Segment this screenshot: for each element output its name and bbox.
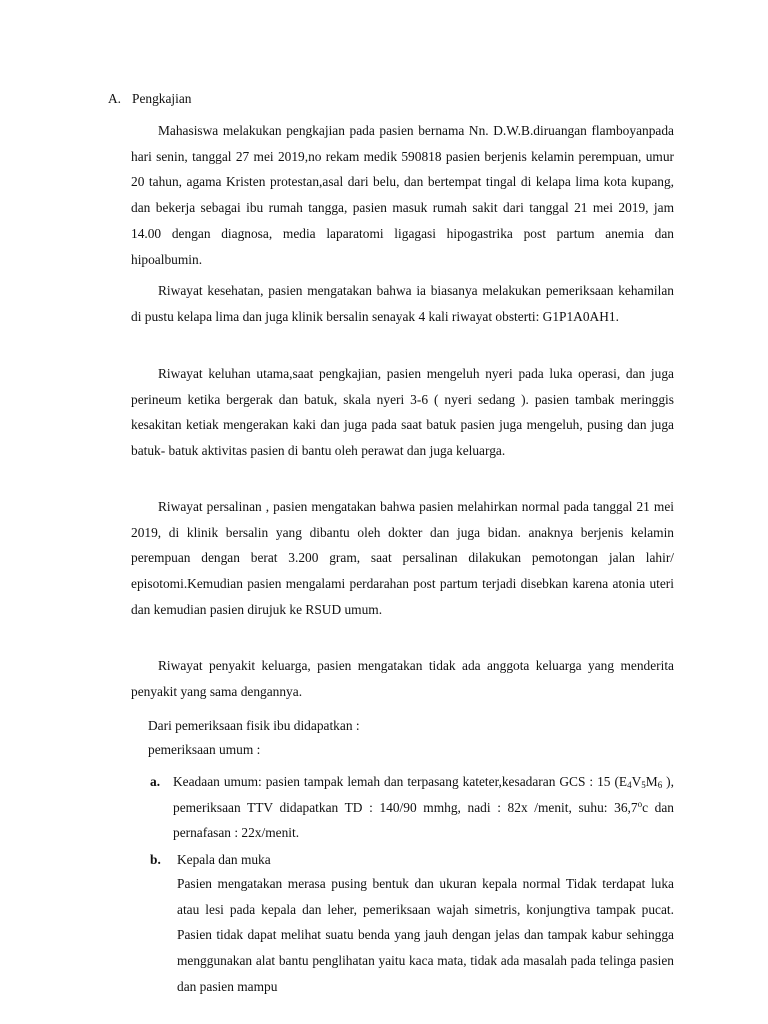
exam-intro: Dari pemeriksaan fisik ibu didapatkan : [148,718,360,733]
list-item-head-face [150,849,674,1000]
paragraph-delivery-history: Riwayat persalinan , pasien mengatakan bahwa pasien melahirkan normal pada tanggal 21 mei 2019, di klinik bersalin yang dibantu oleh dokter dan juga bidan. anaknya berjenis kelamin perempuan dengan berat 3.200 gram, saat persalinan dilakukan pemotongan jalan lahir/ episotomi.Kemudian pasien mengalami perdarahan post partum terjadi disebkan karena atonia uteri dan kemudian pasien dirujuk ke RSUD umum. [131,499,674,617]
section-heading [108,89,192,109]
paragraph-health-history: Riwayat kesehatan, pasien mengatakan bahwa ia biasanya melakukan pemeriksaan kehamilan di pustu kelapa lima dan juga klinik bersalin senayak 4 kali riwayat obsterti: G1P1A0AH1. [131,283,674,324]
list-marker: b. [150,852,161,867]
exam-general-label: pemeriksaan umum : [148,742,261,757]
list-item-body [177,849,674,1000]
list-marker: a. [150,774,161,789]
section-letter: A. [108,91,122,106]
list-item-general-condition [150,769,674,846]
list-item-text: Pasien mengatakan merasa pusing bentuk dan ukuran kepala normal Tidak terdapat luka atau lesi pada kepala dan leher, pemeriksaan wajah simetris, konjungtiva tampak pucat. Pasien tidak dapat melihat suatu benda yang jauh dengan jelas dan tampak kabur sehingga menggunakan alat bantu penglihatan yaitu kaca mata, tidak ada masalah pada telinga pasien dan pasien mampu [177,876,674,994]
paragraph-patient-identity: Mahasiswa melakukan pengkajian pada pasien bernama Nn. D.W.B.diruangan flamboyanpada hari senin, tanggal 27 mei 2019,no rekam medik 590818 pasien berjenis kelamin perempuan, umur 20 tahun, agama Kristen protestan,asal dari belu, dan bertempat tingal di kelapa lima kota kupang, dan bekerja sebagai ibu rumah tangga, pasien masuk rumah sakit dari tanggal 21 mei 2019, jam 14.00 dengan diagnosa, media laparatomi ligagasi hipogastrika post partum anemia dan hipoalbumin. [131,123,674,267]
section-title: Pengkajian [132,91,192,106]
list-item-title: Kepala dan muka [177,852,271,867]
paragraph-family-history: Riwayat penyakit keluarga, pasien mengatakan tidak ada anggota keluarga yang menderita penyakit yang sama dengannya. [131,658,674,699]
list-item-body: Keadaan umum: pasien tampak lemah dan terpasang kateter,kesadaran GCS : 15 ($E_4V_5M_6$ ), pemeriksaan TTV didapatkan TD : 140/90 mmhg, nadi : 82x /menit, suhu: 36,7$^o$c dan pernafasan : 22x/menit. [173,774,674,841]
paragraph-main-complaint: Riwayat keluhan utama,saat pengkajian, pasien mengeluh nyeri pada luka operasi, dan juga perineum ketika bergerak dan batuk, skala nyeri 3-6 ( nyeri sedang ). pasien tambak meringgis kesakitan ketiak mengerakan kaki dan juga pada saat batuk pasien juga mengeluh, pusing dan juga batuk- batuk aktivitas pasien di bantu oleh perawat dan juga keluarga. [131,366,674,459]
